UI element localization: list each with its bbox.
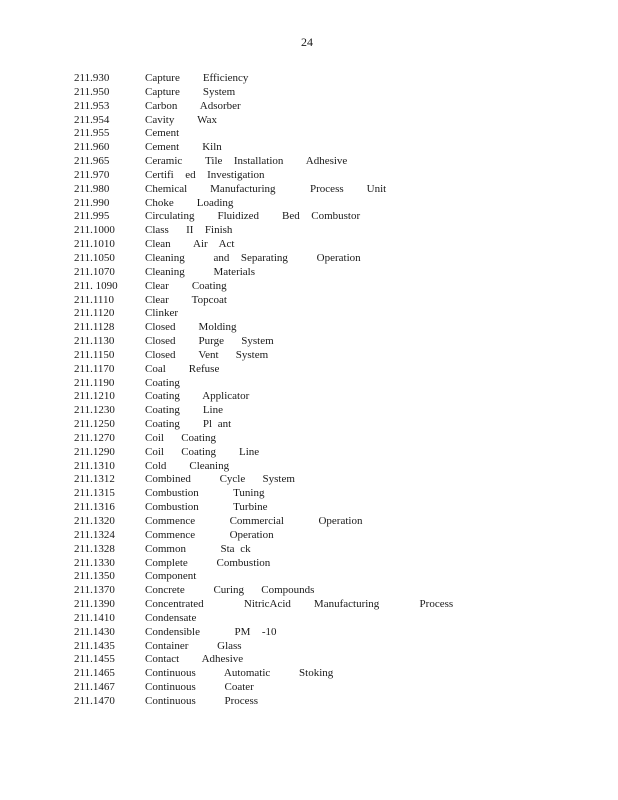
list-item [74, 473, 574, 487]
section-number: 211.1310 [74, 459, 115, 472]
list-item [74, 612, 574, 626]
defined-term: Carbon Adsorber [145, 99, 241, 112]
section-number: 211.1455 [74, 653, 115, 666]
list-item [74, 653, 574, 667]
section-number: 211.1128 [74, 321, 115, 334]
section-number: 211.980 [74, 182, 110, 195]
section-number: 211.995 [74, 210, 110, 223]
section-number: 211.1150 [74, 348, 115, 361]
defined-term: Cleaning Materials [145, 265, 256, 278]
defined-term: Chemical Manufacturing Process Unit [145, 182, 387, 195]
list-item [74, 695, 574, 709]
section-number: 211.1120 [74, 307, 115, 320]
defined-term: Continuous Process [145, 694, 259, 707]
section-number: 211.1467 [74, 681, 115, 694]
defined-term: Container Glass [145, 639, 242, 652]
section-number: 211.1350 [74, 570, 115, 583]
section-number: 211.1430 [74, 625, 115, 638]
defined-term: Clear Coating [145, 279, 227, 292]
list-item [74, 584, 574, 598]
section-number: 211. 1090 [74, 279, 118, 292]
list-item [74, 72, 574, 86]
defined-term: Capture System [145, 85, 236, 98]
list-item [74, 418, 574, 432]
list-item [74, 197, 574, 211]
section-number: 211.960 [74, 141, 110, 154]
section-number: 211.950 [74, 85, 110, 98]
section-number: 211.1190 [74, 376, 115, 389]
defined-term: Clean Air Act [145, 238, 235, 251]
defined-term: Coating Applicator [145, 390, 250, 403]
list-item [74, 252, 574, 266]
defined-term: Condensate [145, 611, 197, 624]
section-number: 211.953 [74, 99, 110, 112]
defined-term: Clear Topcoat [145, 293, 227, 306]
list-item [74, 377, 574, 391]
defined-term: Coil Coating Line [145, 445, 260, 458]
defined-term: Condensible PM -10 [145, 625, 277, 638]
section-number: 211.955 [74, 127, 110, 140]
defined-term: Component [145, 570, 197, 583]
section-number: 211.1465 [74, 667, 115, 680]
section-number: 211.1210 [74, 390, 115, 403]
defined-term: Cleaning and Separating Operation [145, 251, 361, 264]
defined-term: Contact Adhesive [145, 653, 244, 666]
section-number: 211.1290 [74, 445, 115, 458]
section-number: 211.1250 [74, 418, 115, 431]
list-item [74, 626, 574, 640]
defined-term: Coating Line [145, 404, 223, 417]
list-item [74, 543, 574, 557]
section-number: 211.930 [74, 72, 110, 84]
list-item [74, 681, 574, 695]
list-item [74, 460, 574, 474]
defined-term: Combustion Turbine [145, 501, 268, 514]
section-number: 211.1330 [74, 556, 115, 569]
defined-term: Certifi ed Investigation [145, 168, 265, 181]
section-number: 211.1010 [74, 238, 115, 251]
list-item [74, 432, 574, 446]
defined-term: Coating [145, 376, 180, 389]
section-number: 211.1370 [74, 584, 115, 597]
list-item [74, 294, 574, 308]
section-number: 211.1050 [74, 251, 115, 264]
definitions-list [74, 72, 574, 709]
section-number: 211.1320 [74, 515, 115, 527]
section-number: 211.1410 [74, 611, 115, 624]
list-item [74, 100, 574, 114]
defined-term: Complete Combustion [145, 556, 271, 569]
list-item [74, 169, 574, 183]
list-item [74, 349, 574, 363]
list-item [74, 183, 574, 197]
defined-term: Coal Refuse [145, 362, 220, 375]
list-item [74, 307, 574, 321]
list-item [74, 515, 574, 529]
defined-term: Continuous Coater [145, 681, 254, 694]
defined-term: Cold Cleaning [145, 459, 230, 472]
defined-term: Commence Commercial Operation [145, 515, 363, 527]
section-number: 211.970 [74, 168, 110, 181]
section-number: 211.1270 [74, 431, 115, 444]
list-item [74, 280, 574, 294]
defined-term: Capture Efficiency [145, 72, 249, 84]
defined-term: Cement Kiln [145, 141, 222, 154]
list-item [74, 266, 574, 280]
list-item [74, 224, 574, 238]
defined-term: Concrete Curing Compounds [145, 584, 315, 597]
list-item [74, 238, 574, 252]
section-number: 211.1470 [74, 694, 115, 707]
list-item [74, 321, 574, 335]
list-item [74, 446, 574, 460]
section-number: 211.1390 [74, 598, 115, 611]
section-number: 211.1070 [74, 265, 115, 278]
section-number: 211.1315 [74, 487, 115, 500]
section-number: 211.1435 [74, 639, 115, 652]
defined-term: Coating Pl ant [145, 418, 232, 431]
defined-term: Ceramic Tile Installation Adhesive [145, 155, 348, 168]
defined-term: Commence Operation [145, 528, 274, 541]
defined-term: Combined Cycle System [145, 473, 295, 486]
section-number: 211.1130 [74, 335, 115, 348]
section-number: 211.954 [74, 113, 110, 126]
list-item [74, 404, 574, 418]
list-item [74, 141, 574, 155]
defined-term: Closed Purge System [145, 335, 274, 348]
list-item [74, 363, 574, 377]
defined-term: Coil Coating [145, 431, 217, 444]
list-item [74, 127, 574, 141]
list-item [74, 155, 574, 169]
defined-term: Combustion Tuning [145, 487, 265, 500]
defined-term: Common Sta ck [145, 542, 251, 555]
defined-term: Continuous Automatic Stoking [145, 667, 334, 680]
list-item [74, 640, 574, 654]
section-number: 211.990 [74, 196, 110, 209]
section-number: 211.1230 [74, 404, 115, 417]
list-item [74, 570, 574, 584]
list-item [74, 529, 574, 543]
list-item [74, 335, 574, 349]
list-item [74, 501, 574, 515]
defined-term: Circulating Fluidized Bed Combustor [145, 210, 361, 223]
list-item [74, 114, 574, 128]
defined-term: Closed Molding [145, 321, 237, 334]
defined-term: Closed Vent System [145, 348, 269, 361]
section-number: 211.1000 [74, 224, 115, 237]
section-number: 211.1316 [74, 501, 115, 514]
list-item [74, 487, 574, 501]
defined-term: Cavity Wax [145, 113, 218, 126]
defined-term: Concentrated NitricAcid Manufacturing Process [145, 598, 454, 611]
defined-term: Class II Finish [145, 224, 233, 237]
section-number: 211.1110 [74, 293, 115, 306]
section-number: 211.1312 [74, 473, 115, 486]
list-item [74, 86, 574, 100]
section-number: 211.1170 [74, 362, 115, 375]
list-item [74, 598, 574, 612]
defined-term: Cement [145, 127, 180, 140]
section-number: 211.965 [74, 155, 110, 168]
defined-term: Clinker [145, 307, 178, 320]
list-item [74, 210, 574, 224]
list-item [74, 557, 574, 571]
list-item [74, 667, 574, 681]
section-number: 211.1324 [74, 528, 115, 541]
list-item [74, 390, 574, 404]
section-number: 211.1328 [74, 542, 115, 555]
page-number: 24 [301, 35, 313, 49]
defined-term: Choke Loading [145, 196, 234, 209]
